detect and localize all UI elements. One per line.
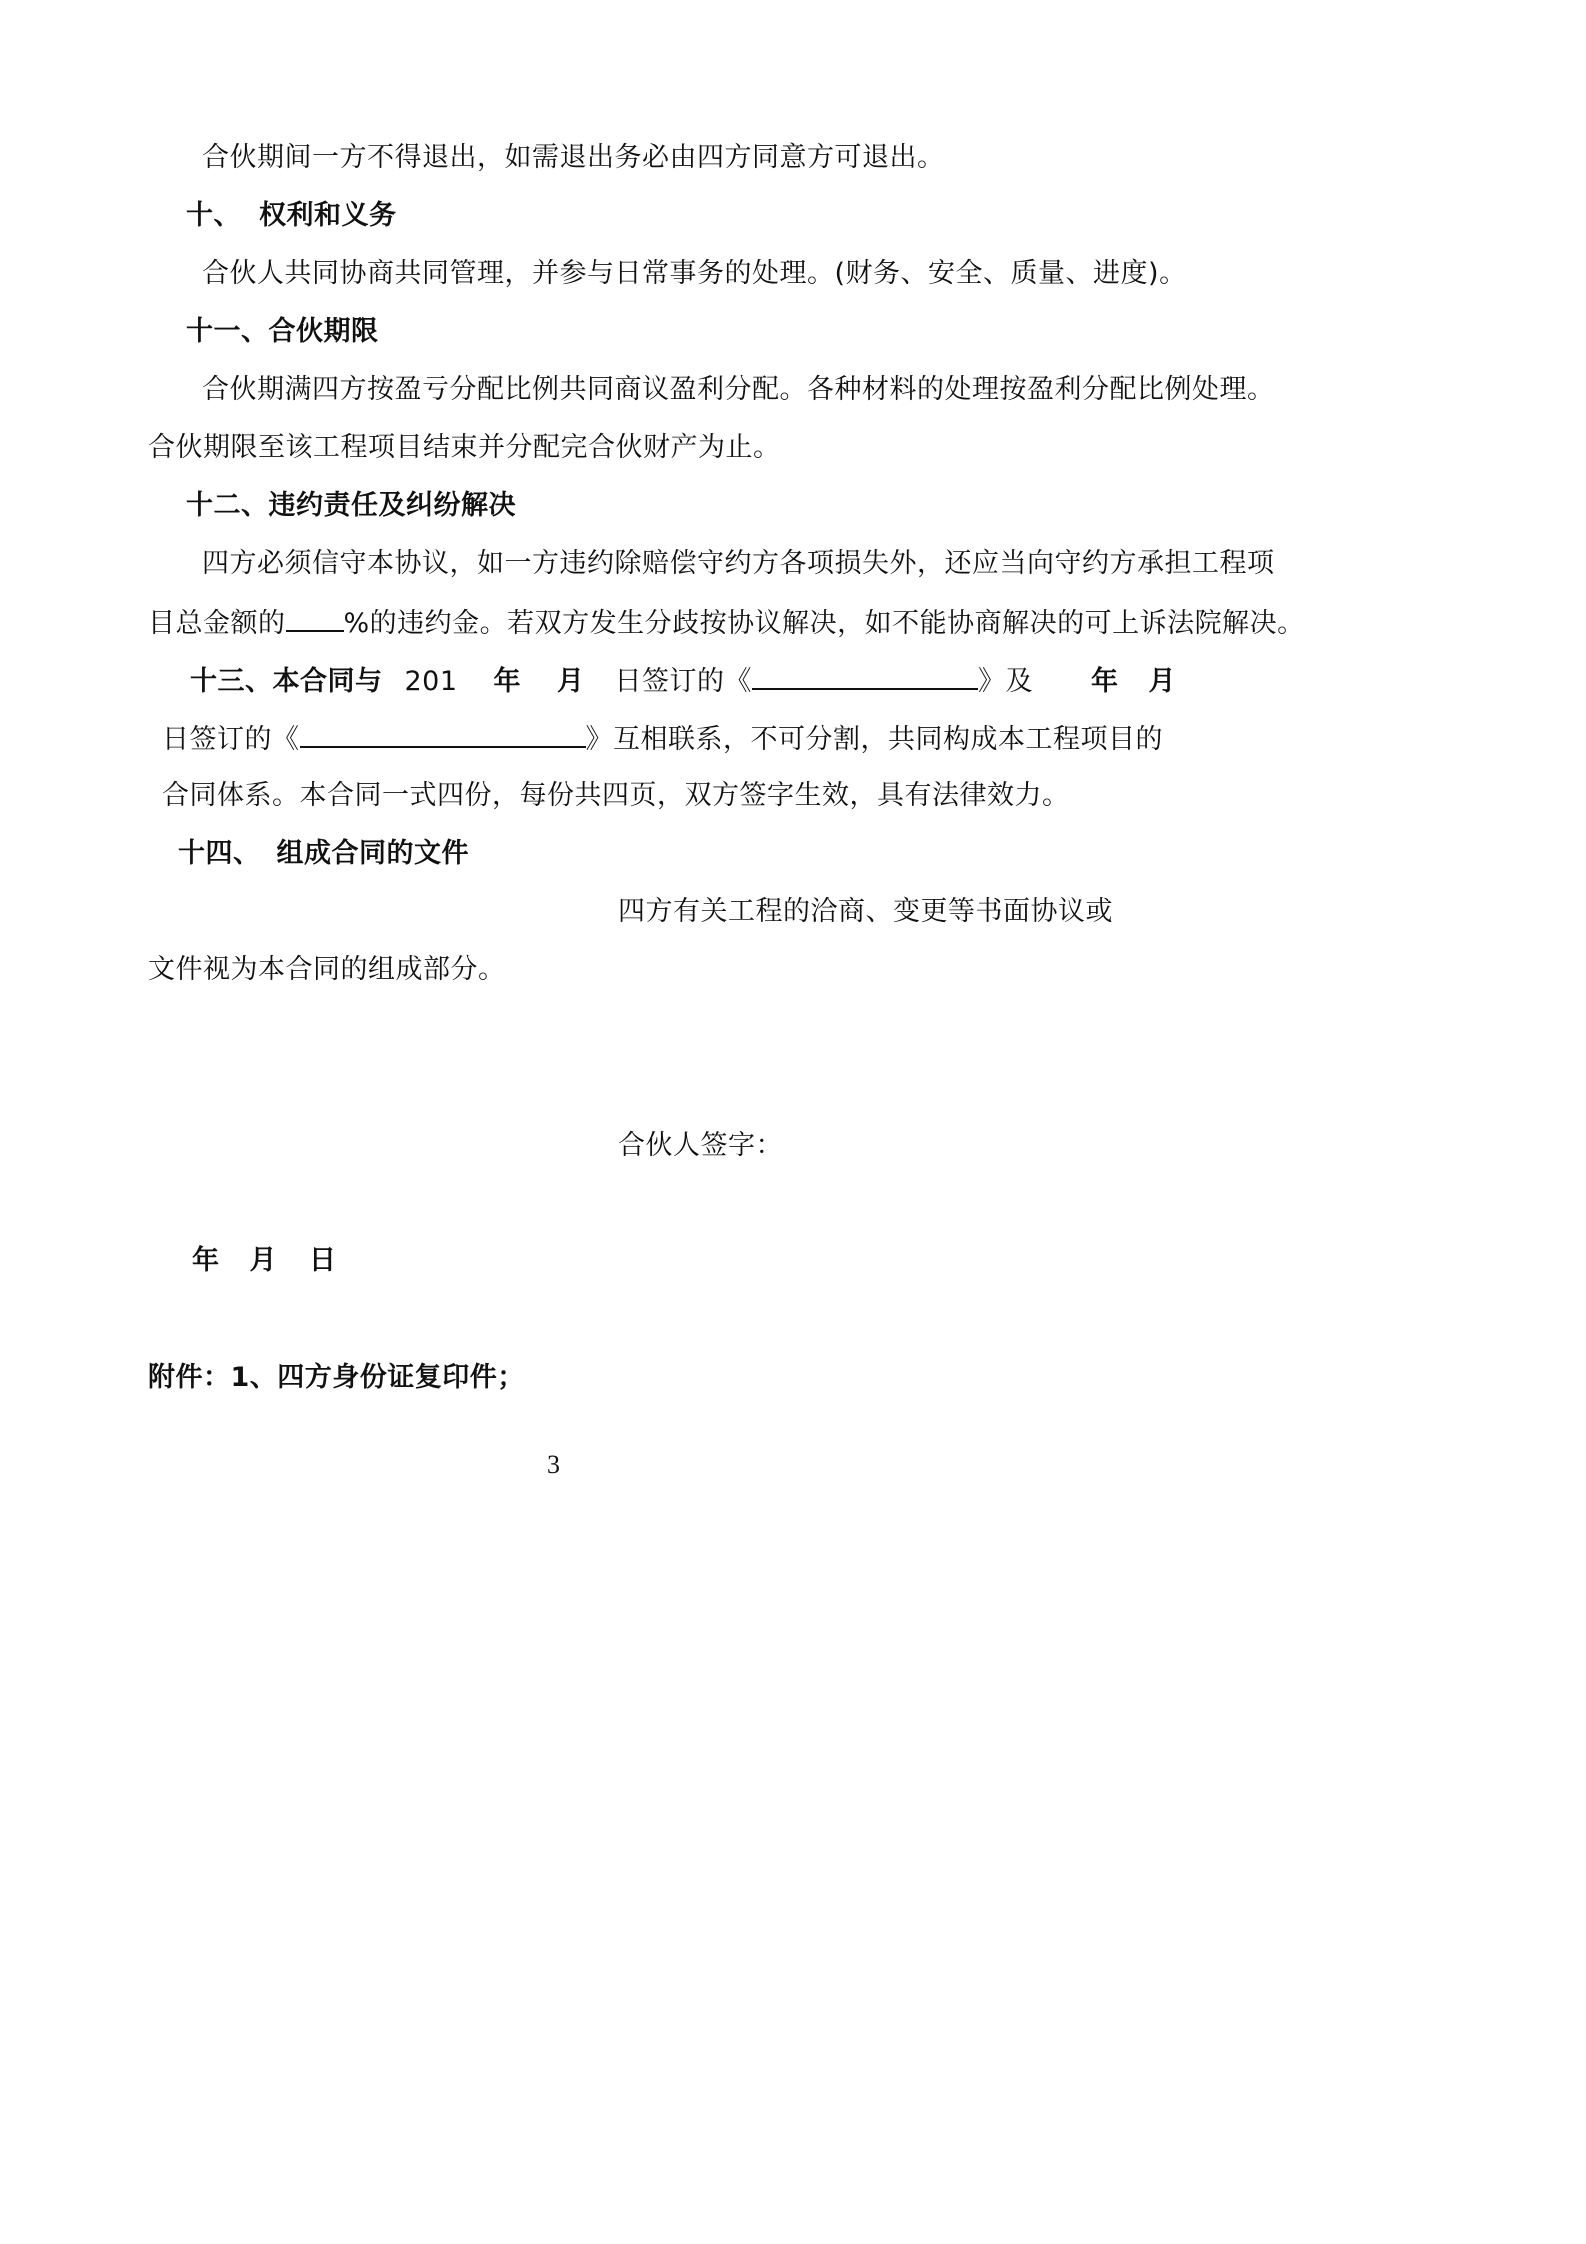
signed-label-2: 日签订的《	[162, 724, 300, 755]
section-12-body-line2	[148, 604, 1305, 642]
and-label: 》及	[978, 666, 1034, 697]
section-13-heading: 十三、本合同与	[190, 666, 383, 697]
date-line	[192, 1243, 337, 1279]
section-11-body-line2: 合伙期限至该工程项目结束并分配完合伙财产为止。	[148, 432, 781, 463]
date-month: 月	[249, 1245, 277, 1276]
linkage-text: 》互相联系，不可分割，共同构成本工程项目的	[585, 724, 1163, 755]
section-14-number: 十四、	[178, 838, 261, 869]
penalty-suffix: %的违约金。若双方发生分歧按协议解决，如不能协商解决的可上诉法院解决。	[343, 608, 1305, 639]
section-13-line3: 合同体系。本合同一式四份，每份共四页，双方签字生效，具有法律效力。	[162, 780, 1070, 811]
attachment-list: 附件：1、四方身份证复印件；	[148, 1362, 525, 1393]
section-11-heading: 十一、合伙期限	[186, 316, 379, 347]
year-prefix: 201	[404, 666, 458, 697]
exit-clause: 合伙期间一方不得退出，如需退出务必由四方同意方可退出。	[202, 142, 945, 173]
section-10-title: 权利和义务	[259, 200, 397, 231]
section-10-heading	[186, 198, 397, 234]
month-label: 月	[557, 666, 585, 697]
section-12-body-line1: 四方必须信守本协议，如一方违约除赔偿守约方各项损失外，还应当向守约方承担工程项	[202, 548, 1275, 579]
section-14-title: 组成合同的文件	[276, 838, 469, 869]
section-14-heading	[178, 836, 469, 872]
contract-name-blank-2[interactable]	[300, 720, 586, 748]
section-11-body-line1: 合伙期满四方按盈亏分配比例共同商议盈利分配。各种材料的处理按盈利分配比例处理。	[202, 374, 1275, 405]
month-label-2: 月	[1148, 666, 1177, 697]
page-number: 3	[547, 1450, 560, 1479]
penalty-prefix: 目总金额的	[148, 608, 286, 639]
year-label: 年	[493, 666, 522, 697]
section-13-line1	[190, 662, 1176, 700]
section-10-body: 合伙人共同协商共同管理，并参与日常事务的处理。(财务、安全、质量、进度)。	[202, 258, 1187, 289]
section-14-body-line2: 文件视为本合同的组成部分。	[148, 954, 506, 985]
signed-label: 日签订的《	[614, 666, 753, 697]
year-label-2: 年	[1091, 666, 1119, 697]
section-12-heading: 十二、违约责任及纠纷解决	[186, 490, 516, 521]
date-day: 日	[309, 1245, 337, 1276]
date-year: 年	[192, 1245, 220, 1276]
section-13-line2	[162, 720, 1163, 758]
contract-name-blank-1[interactable]	[752, 662, 978, 690]
section-14-body-line1: 四方有关工程的洽商、变更等书面协议或	[618, 896, 1113, 927]
penalty-percent-blank[interactable]	[286, 604, 344, 632]
section-10-number: 十、	[186, 200, 241, 231]
partner-signature-label: 合伙人签字：	[618, 1130, 783, 1161]
